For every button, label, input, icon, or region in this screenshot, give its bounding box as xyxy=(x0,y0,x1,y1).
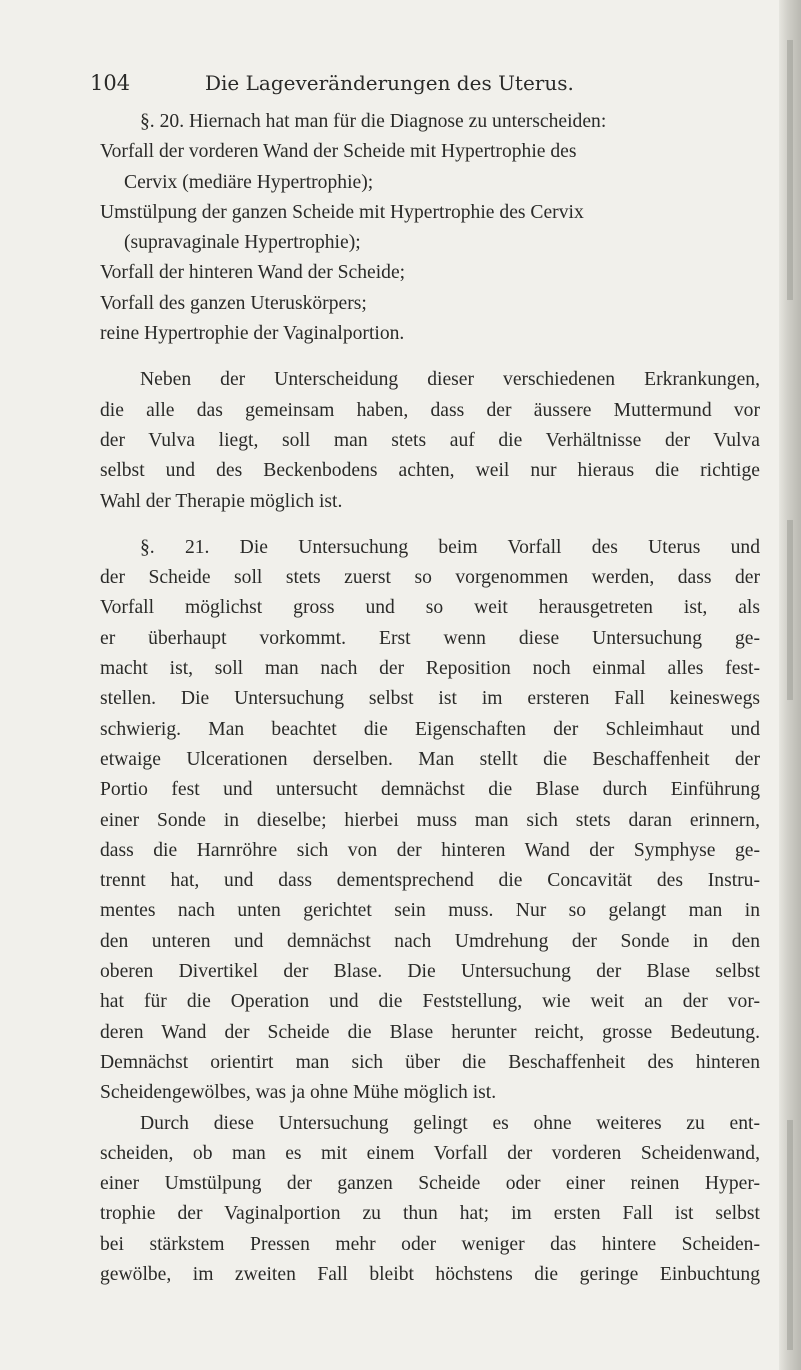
section-21-heading-line: §. 21. Die Untersuchung beim Vorfall des Uterus und xyxy=(140,536,760,558)
paragraph-line: Vorfall möglichst gross und so weit herausgetreten ist, als xyxy=(100,597,760,619)
list-item: Vorfall der vorderen Wand der Scheide mit Hypertrophie des xyxy=(100,141,577,163)
paragraph-line: gewölbe, im zweiten Fall bleibt höchstens die geringe Einbuchtung xyxy=(100,1263,760,1285)
paragraph-line: Durch diese Untersuchung gelingt es ohne weiteres zu ent- xyxy=(140,1112,760,1134)
list-item: Vorfall des ganzen Uteruskörpers; xyxy=(100,292,367,314)
body-text xyxy=(100,107,790,1290)
paragraph-line: Scheidengewölbes, was ja ohne Mühe möglich ist. xyxy=(100,1082,497,1104)
paragraph-line: etwaige Ulcerationen derselben. Man stellt die Beschaffenheit der xyxy=(100,748,760,770)
running-title: Die Lageveränderungen des Uterus. xyxy=(205,71,574,95)
paragraph-line: selbst und des Beckenbodens achten, weil nur hieraus die richtige xyxy=(100,460,760,482)
paragraph-line: der Scheide soll stets zuerst so vorgenommen werden, dass der xyxy=(100,567,760,589)
paragraph-line: die alle das gemeinsam haben, dass der äussere Muttermund vor xyxy=(100,399,760,421)
running-header xyxy=(90,71,650,101)
paragraph-line: Demnächst orientirt man sich über die Beschaffenheit des hinteren xyxy=(100,1051,760,1073)
paragraph-line: er überhaupt vorkommt. Erst wenn diese Untersuchung ge- xyxy=(100,627,760,649)
paragraph-line: hat für die Operation und die Feststellung, wie weit an der vor- xyxy=(100,991,760,1013)
paragraph-line: einer Sonde in dieselbe; hierbei muss man sich stets daran erinnern, xyxy=(100,809,760,831)
paragraph-line: oberen Divertikel der Blase. Die Untersuchung der Blase selbst xyxy=(100,961,760,983)
list-item-continuation: (supravaginale Hypertrophie); xyxy=(124,232,361,254)
paragraph-line: dass die Harnröhre sich von der hinteren Wand der Symphyse ge- xyxy=(100,839,760,861)
section-20-heading-line: §. 20. Hiernach hat man für die Diagnose zu unterscheiden: xyxy=(140,111,607,132)
paragraph-line: Neben der Unterscheidung dieser verschiedenen Erkrankungen, xyxy=(140,369,760,391)
paragraph-line: bei stärkstem Pressen mehr oder weniger das hintere Scheiden- xyxy=(100,1233,760,1255)
list-item: reine Hypertrophie der Vaginalportion. xyxy=(100,323,405,345)
page-number: 104 xyxy=(90,71,131,95)
paragraph-line: macht ist, soll man nach der Reposition noch einmal alles fest- xyxy=(100,658,760,680)
list-item: Vorfall der hinteren Wand der Scheide; xyxy=(100,262,406,284)
paragraph-line: Portio fest und untersucht demnächst die Blase durch Einführung xyxy=(100,779,760,801)
paragraph-line: Wahl der Therapie möglich ist. xyxy=(100,490,343,512)
paragraph-line: der Vulva liegt, soll man stets auf die Verhältnisse der Vulva xyxy=(100,429,760,451)
paragraph-line: trennt hat, und dass dementsprechend die Concavität des Instru- xyxy=(100,870,760,892)
paragraph-line: schwierig. Man beachtet die Eigenschaften der Schleimhaut und xyxy=(100,718,760,740)
list-item-continuation: Cervix (mediäre Hypertrophie); xyxy=(124,171,374,193)
paragraph-line: scheiden, ob man es mit einem Vorfall der vorderen Scheidenwand, xyxy=(100,1142,760,1164)
paragraph-line: stellen. Die Untersuchung selbst ist im ersteren Fall keineswegs xyxy=(100,688,760,710)
list-item: Umstülpung der ganzen Scheide mit Hypertrophie des Cervix xyxy=(100,201,584,223)
paragraph-line: den unteren und demnächst nach Umdrehung der Sonde in den xyxy=(100,930,760,952)
paragraph-line: deren Wand der Scheide die Blase herunter reicht, grosse Bedeutung. xyxy=(100,1021,760,1043)
paragraph-line: trophie der Vaginalportion zu thun hat; im ersten Fall ist selbst xyxy=(100,1203,760,1225)
paragraph-line: mentes nach unten gerichtet sein muss. Nur so gelangt man in xyxy=(100,900,760,922)
paragraph-line: einer Umstülpung der ganzen Scheide oder einer reinen Hyper- xyxy=(100,1173,760,1195)
